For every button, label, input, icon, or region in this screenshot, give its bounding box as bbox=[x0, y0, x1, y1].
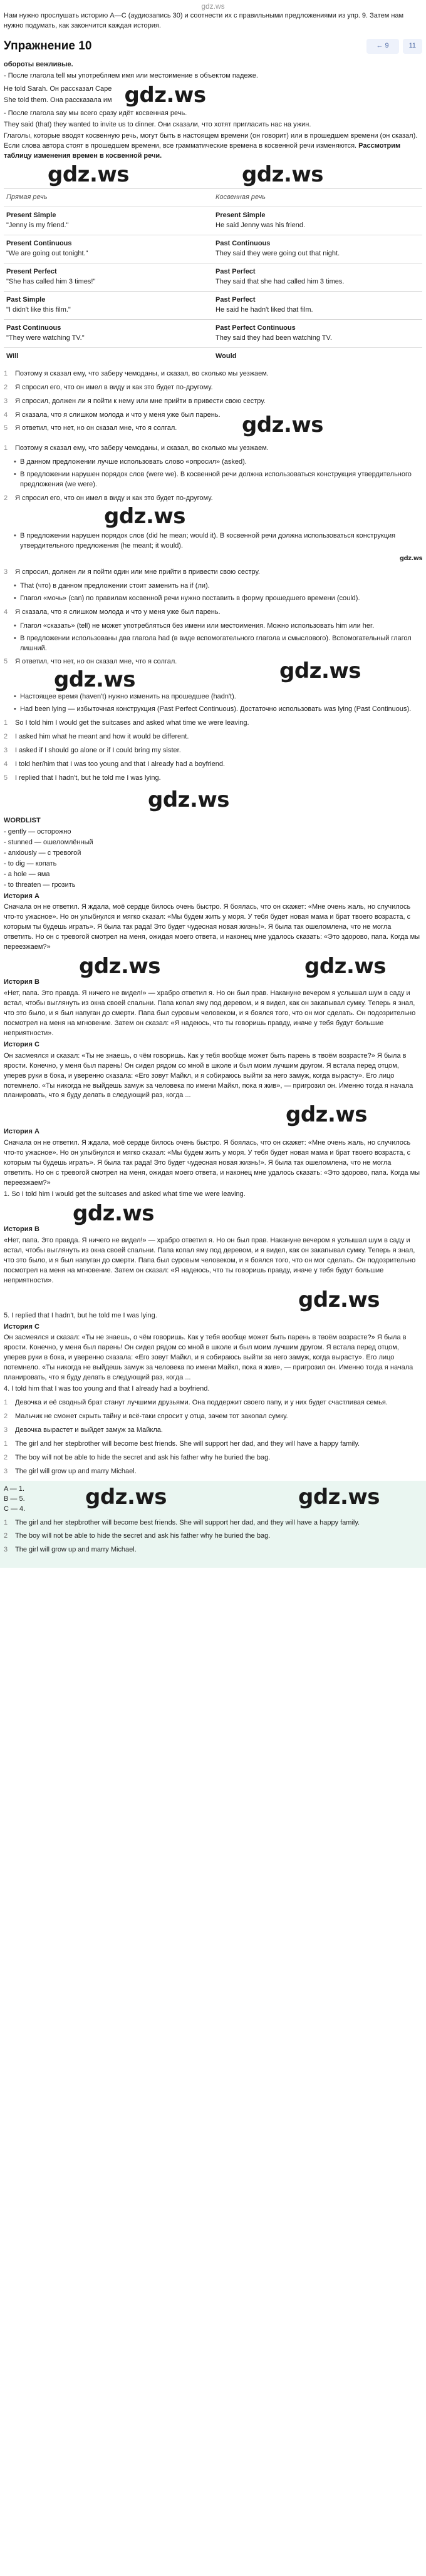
english-answers-block bbox=[4, 718, 422, 784]
bullet-item: • Настоящее время (haven't) нужно изменить на прошедшее (hadn't). bbox=[14, 692, 422, 702]
translation-block-1 bbox=[4, 369, 422, 434]
list-item: 2 The boy will not be able to hide the secret and ask his father why he buried the bag. bbox=[4, 1532, 271, 1540]
exercise-title: Упражнение 10 bbox=[4, 39, 92, 53]
bullet-item: • Глагол «сказать» (tell) не может употребляться без имени или местоимения. Можно использовать him или her. bbox=[14, 621, 422, 631]
wordlist-title: WORDLIST bbox=[4, 816, 41, 824]
story-text: «Нет, папа. Это правда. Я ничего не видел!» — храбро ответил я. Но он был прав. Накануне вечером я услышал шум в саду и встал, чтобы выглянуть из окна своей спальни. Папа копал яму под деревом, и я видел, как он закапывал сумку. Теперь я знал, что это было, и я был напуган до смерти. Папа был суровым человеком, и я боялся того, что он мог сделать. Он подозрительно посмотрел на меня на мгновение. Затем он сказал: «Я надеюсь, что ты говоришь правду, иначе у тебя будут большие неприятности». bbox=[4, 1236, 416, 1284]
story-title: История A bbox=[4, 892, 39, 900]
answers-panel bbox=[0, 1481, 426, 1568]
list-item: 3 Девочка вырастет и выйдет замуж за Майкла. bbox=[4, 1426, 163, 1434]
story-title: История B bbox=[4, 978, 39, 986]
explanation-block bbox=[4, 444, 422, 715]
answer-line: C — 4. bbox=[4, 1505, 26, 1513]
word-item: - a hole — яма bbox=[4, 870, 50, 878]
table-row: Past Simple "I didn't like this film." Past Perfect He said he hadn't liked that film. bbox=[4, 292, 422, 320]
list-item: 3 Я спросил, должен ли я пойти один или мне прийти в привести свою сестру. bbox=[4, 568, 260, 576]
arrow-left-icon: ← bbox=[376, 41, 385, 49]
theory-p3: She told them. Она рассказала им bbox=[4, 96, 112, 104]
story-answer: 1. So I told him I would get the suitcases and asked what time we were leaving. bbox=[4, 1190, 246, 1198]
table-row: Present Perfect "She has called him 3 times!" Past Perfect They said that she had called him 3 times. bbox=[4, 263, 422, 292]
theory-cut-line: обороты вежливые. bbox=[4, 60, 73, 68]
story-text: Сначала он не ответил. Я ждала, моё сердце билось очень быстро. Я боялась, что он скажет: «Мне очень жаль, но случилось что-то ужасное». Но он улыбнулся и мягко сказал: «Мы будем жить у моря. У тебя будет новая мама и брат твоего возраста, с которым ты будешь играть». Я была так рада! Это будет чудесная новая жизнь!». Я была так ошеломлена, что не могла ответить. Но он с тревогой смотрел на меня, ожидая моего ответа, и наконец мне удалось сказать: «Это здорово, папа. Когда мы переезжаем?» bbox=[4, 903, 420, 951]
watermark: gdz.ws bbox=[298, 1287, 380, 1312]
table-header-direct: Прямая речь bbox=[4, 189, 213, 207]
word-item: - anxiously — с тревогой bbox=[4, 849, 81, 857]
list-item: 3 The girl will grow up and marry Michael. bbox=[4, 1467, 137, 1475]
watermark: gdz.ws bbox=[148, 787, 230, 812]
theory-p5: They said (that) they wanted to invite us to dinner. Они сказали, что хотят пригласить нас на ужин. bbox=[4, 120, 311, 128]
table-row: Present Simple "Jenny is my friend." Present Simple He said Jenny was his friend. bbox=[4, 207, 422, 235]
next-exercise-button[interactable]: 11 bbox=[403, 39, 422, 54]
list-item: 1 So I told him I would get the suitcases and asked what time we were leaving. bbox=[4, 719, 249, 727]
watermark: gdz.ws bbox=[85, 1484, 167, 1510]
list-item: 1 Девочка и её сводный брат станут лучшими друзьями. Она поддержит своего папу, и у них будет счастливая семья. bbox=[4, 1399, 388, 1407]
list-item: 4 Я сказала, что я слишком молода и что у меня уже был парень. bbox=[4, 411, 221, 419]
watermark: gdz.ws bbox=[48, 162, 130, 188]
answer-line: A — 1. bbox=[4, 1485, 25, 1493]
list-item: 4 I told her/him that I was too young and that I already had a boyfriend. bbox=[4, 760, 226, 769]
watermark: gdz.ws bbox=[54, 667, 136, 693]
watermark: gdz.ws bbox=[304, 954, 387, 979]
story-text: Он засмеялся и сказал: «Ты не знаешь, о чём говоришь. Как у тебя вообще может быть парень в твоём возрасте?» Я была в ярости. Конечно, у меня был парень! Он сидел рядом со мной в школе и был моим лучшим другом. Я встала перед отцом, уперев руки в бока, и уверенно сказала: «Его зовут Майкл, и я собираюсь выйти за него замуж, когда вырасту». Его лицо потемнело. «Ты никогда не выйдешь замуж за человека по имени Майкл, пока я жив», — пригрозил он. Именно тогда я начала планировать, что я буду делать в следующий раз, когда ... bbox=[4, 1334, 413, 1382]
theory-p6: Глаголы, которые вводят косвенную речь, могут быть в настоящем времени (он говорит) или в прошедшем времени (он сказал). Если слова автора стоят в прошедшем времени, все грамматические времена в косвенной речи изменяются. Рассмотрим таблицу изменения времен в косвенной речи. bbox=[4, 131, 418, 160]
word-item: - stunned — ошеломлённый bbox=[4, 838, 93, 846]
word-item: - to threaten — грозить bbox=[4, 881, 76, 889]
story-title: История B bbox=[4, 1225, 39, 1233]
story-title: История C bbox=[4, 1322, 39, 1331]
watermark: gdz.ws bbox=[298, 1484, 380, 1510]
story-title: История A bbox=[4, 1128, 39, 1136]
exercise-header bbox=[4, 34, 422, 59]
list-item: 5 Я ответил, что нет, но он сказал мне, что я солгал. bbox=[4, 424, 177, 432]
story-answer: 5. I replied that I hadn't, but he told me I was lying. bbox=[4, 1311, 157, 1319]
list-item: 2 Я спросил его, что он имел в виду и как это будет по-другому. bbox=[4, 494, 213, 503]
list-item: 3 The girl will grow up and marry Michael. bbox=[4, 1546, 137, 1554]
word-item: - gently — осторожно bbox=[4, 827, 71, 836]
watermark: gdz.ws bbox=[124, 82, 206, 108]
story-text: Сначала он не ответил. Я ждала, моё сердце билось очень быстро. Я боялась, что он скажет: «Мне очень жаль, но случилось что-то ужасное». Но он улыбнулся и мягко сказал: «Мы будем жить у моря. У тебя будет новая мама и брат твоего возраста, с которым ты будешь играть». Я была так рада! Это будет чудесная новая жизнь!». Я была так ошеломлена, что не могла ответить. Но он с тревогой смотрел на меня, ожидая моего ответа, и наконец мне удалось сказать: «Это здорово, папа. Когда мы переезжаем?» bbox=[4, 1139, 420, 1187]
story-text: «Нет, папа. Это правда. Я ничего не видел!» — храбро ответил я. Но он был прав. Накануне вечером я услышал шум в саду и встал, чтобы выглянуть из окна своей спальни. Папа копал яму под деревом, и я видел, как он закапывал сумку. Теперь я знал, что это было, и я был напуган до смерти. Папа был суровым человеком, и я боялся того, что он мог сделать. Он подозрительно посмотрел на меня на мгновение. Затем он сказал: «Я надеюсь, что ты говоришь правду, иначе у тебя будут большие неприятности». bbox=[4, 989, 416, 1037]
prev-exercise-button[interactable]: ← 9 bbox=[366, 39, 399, 54]
watermark: gdz.ws bbox=[104, 504, 186, 529]
exercise-nav bbox=[366, 39, 422, 54]
theory-p1: - После глагола tell мы употребляем имя или местоимение в объектом падеже. bbox=[4, 71, 258, 79]
answer-line: B — 5. bbox=[4, 1495, 25, 1503]
watermark: gdz.ws bbox=[242, 412, 324, 438]
wordlist bbox=[4, 827, 422, 891]
bullet-item: • В данном предложении лучше использовать слово «опросил» (asked). bbox=[14, 457, 422, 468]
watermark: gdz.ws bbox=[73, 1200, 155, 1226]
watermark: gdz.ws bbox=[279, 658, 361, 684]
list-item: 1 Поэтому я сказал ему, что заберу чемоданы, и сказал, во сколько мы уезжаем. bbox=[4, 444, 269, 452]
list-item: 1 The girl and her stepbrother will become best friends. She will support her dad, and they will have a happy family. bbox=[4, 1439, 360, 1448]
word-item: - to dig — копать bbox=[4, 859, 57, 867]
list-item: 2 Я спросил его, что он имел в виду и как это будет по-другому. bbox=[4, 383, 213, 391]
list-item: 3 Я спросил, должен ли я пойти к нему или мне прийти в привести свою сестру. bbox=[4, 397, 266, 405]
table-row: Will Would bbox=[4, 347, 422, 365]
site-name[interactable]: gdz.ws bbox=[201, 2, 225, 11]
story-title: История C bbox=[4, 1040, 39, 1048]
bullet-item: • That (что) в данном предложении стоит заменить на if (ли). bbox=[14, 581, 422, 591]
intro-text: Нам нужно прослушать историю A—C (аудиозапись 30) и соотнести их с правильными предложениями из упр. 9. Затем нам нужно подумать, как закончится каждая история. bbox=[4, 12, 404, 29]
endings-ru-block bbox=[4, 1398, 422, 1436]
story-answer: 4. I told him that I was too young and that I already had a boyfriend. bbox=[4, 1385, 210, 1393]
bullet-item: • Had been lying — избыточная конструкция (Past Perfect Continuous). Достаточно использовать was lying (Past Continuous). bbox=[14, 705, 422, 715]
list-item: 2 The boy will not be able to hide the secret and ask his father why he buried the bag. bbox=[4, 1453, 271, 1461]
theory-p2: He told Sarah. Он рассказал Саре bbox=[4, 84, 112, 93]
tense-table bbox=[4, 188, 422, 365]
list-item: 3 I asked if I should go alone or if I could bring my sister. bbox=[4, 747, 181, 755]
bullet-item: • В предложении использованы два глагола had (в виде вспомогательного глагола и смыслового). Вспомогательный глагол лишний. bbox=[14, 634, 422, 654]
watermark: gdz.ws bbox=[242, 162, 324, 188]
table-row: Past Continuous "They were watching TV." Past Perfect Continuous They said they had been watching TV. bbox=[4, 319, 422, 347]
list-item: 2 I asked him what he meant and how it would be different. bbox=[4, 733, 189, 741]
watermark: gdz.ws bbox=[79, 954, 161, 979]
watermark-small: gdz.ws bbox=[399, 555, 422, 562]
list-item: 4 Я сказала, что я слишком молода и что у меня уже был парень. bbox=[4, 608, 221, 616]
table-header-reported: Косвенная речь bbox=[213, 189, 422, 207]
bullet-item: • В предложении нарушен порядок слов (were we). В косвенной речи должна использоваться конструкция утвердительного предложения (we were). bbox=[14, 470, 422, 490]
list-item: 5 Я ответил, что нет, но он сказал мне, что я солгал. bbox=[4, 658, 177, 666]
list-item: 1 Поэтому я сказал ему, что заберу чемоданы, и сказал, во сколько мы уезжаем. bbox=[4, 369, 269, 377]
list-item: 1 The girl and her stepbrother will become best friends. She will support her dad, and they will have a happy family. bbox=[4, 1518, 360, 1526]
table-header-row bbox=[4, 189, 422, 207]
bullet-item: • Глагол «мочь» (can) по правилам косвенной речи нужно поставить в форму прошедшего времени (could). bbox=[14, 594, 422, 604]
bullet-item: • В предложении нарушен порядок слов (did he mean; would it). В косвенной речи должна использоваться конструкция утвердительного предложения (he meant; it would). bbox=[14, 531, 422, 551]
list-item: 5 I replied that I hadn't, but he told me I was lying. bbox=[4, 774, 161, 782]
content bbox=[4, 60, 422, 1477]
watermark: gdz.ws bbox=[286, 1102, 368, 1128]
table-row: Present Continuous "We are going out tonight." Past Continuous They said they were going out that night. bbox=[4, 235, 422, 263]
endings-en-block bbox=[4, 1439, 422, 1477]
theory-p4: - После глагола say мы всего сразу идёт косвенная речь. bbox=[4, 109, 187, 117]
list-item: 2 Мальчик не сможет скрыть тайну и всё-таки спросит у отца, зачем тот закопал сумку. bbox=[4, 1413, 288, 1420]
story-text: Он засмеялся и сказал: «Ты не знаешь, о чём говоришь. Как у тебя вообще может быть парень в твоём возрасте?» Я была в ярости. Конечно, у меня был парень! Он сидел рядом со мной в школе и был моим лучшим другом. Я встала перед отцом, уперев руки в бока, и уверенно сказала: «Его зовут Майкл, и я собираюсь выйти за него замуж, когда вырасту». Его лицо потемнело. «Ты никогда не выйдешь замуж за человека по имени Майкл, пока я жив», — пригрозил он. Именно тогда я начала планировать, что я буду делать в следующий раз, когда ... bbox=[4, 1051, 413, 1100]
